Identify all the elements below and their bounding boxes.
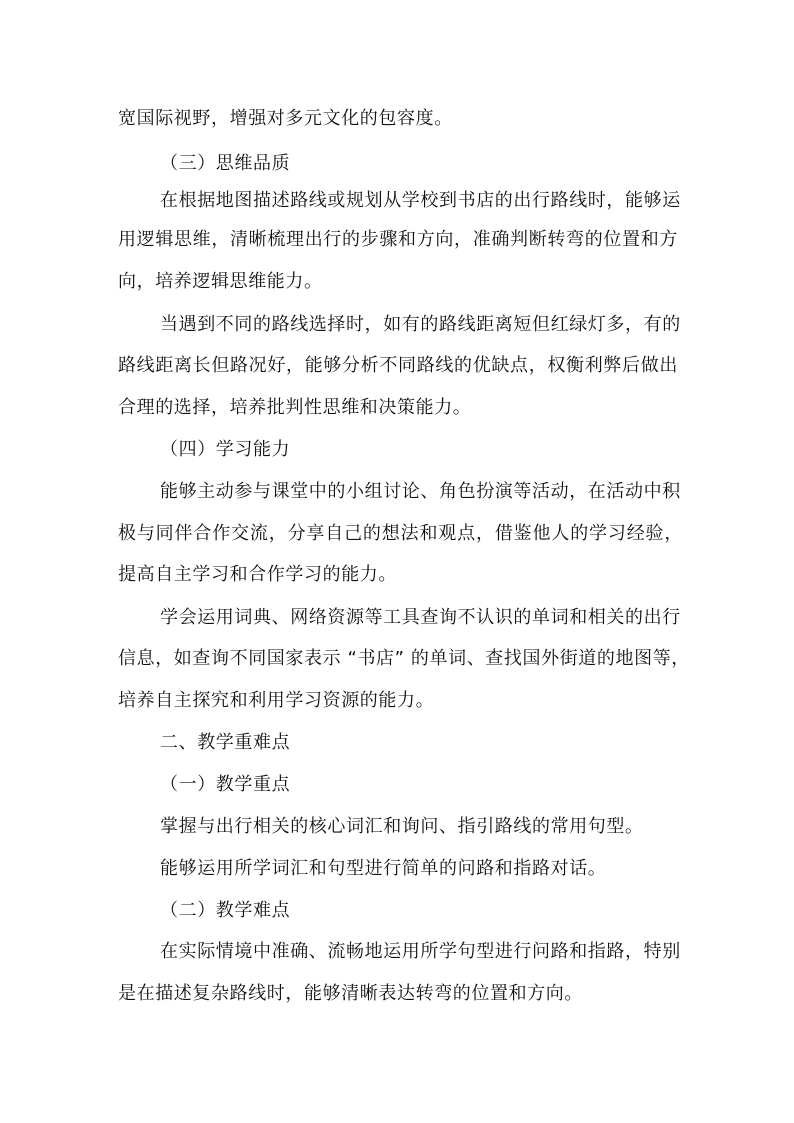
section-heading-key-difficulties: 二、教学重难点 <box>160 732 291 753</box>
section-heading-teaching-difficulty: （二）教学难点 <box>160 900 291 921</box>
paragraph-line: 培养自主探究和利用学习资源的能力。 <box>118 690 435 711</box>
section-heading-teaching-focus: （一）教学重点 <box>160 774 291 795</box>
paragraph-line: 能够运用所学词汇和句型进行简单的问路和指路对话。 <box>160 858 607 879</box>
paragraph-line: 用逻辑思维，清晰梳理出行的步骤和方向，准确判断转弯的位置和方 <box>118 229 678 250</box>
paragraph-line: 宽国际视野，增强对多元文化的包容度。 <box>118 108 453 129</box>
paragraph-line: 学会运用词典、网络资源等工具查询不认识的单词和相关的出行 <box>160 607 681 628</box>
paragraph-line: 向，培养逻辑思维能力。 <box>118 271 323 292</box>
paragraph-line: 在实际情境中准确、流畅地运用所学句型进行问路和指路，特别 <box>160 941 681 962</box>
section-heading-learning-ability: （四）学习能力 <box>160 439 291 460</box>
paragraph-line: 掌握与出行相关的核心词汇和询问、指引路线的常用句型。 <box>160 816 644 837</box>
paragraph-line: 能够主动参与课堂中的小组讨论、角色扮演等活动，在活动中积 <box>160 481 681 502</box>
paragraph-line: 极与同伴合作交流，分享自己的想法和观点，借鉴他人的学习经验， <box>118 523 683 544</box>
paragraph-line: 是在描述复杂路线时，能够清晰表达转弯的位置和方向。 <box>118 983 583 1004</box>
paragraph-line: 当遇到不同的路线选择时，如有的路线距离短但红绿灯多，有的 <box>160 314 681 335</box>
paragraph-line: 在根据地图描述路线或规划从学校到书店的出行路线时，能够运 <box>160 190 681 211</box>
section-heading-thinking-quality: （三）思维品质 <box>160 153 291 174</box>
paragraph-line: 信息，如查询不同国家表示 “书店” 的单词、查找国外街道的地图等， <box>118 648 690 669</box>
paragraph-line: 合理的选择，培养批判性思维和决策能力。 <box>118 397 472 418</box>
paragraph-line: 路线距离长但路况好，能够分析不同路线的优缺点，权衡利弊后做出 <box>118 355 678 376</box>
paragraph-line: 提高自主学习和合作学习的能力。 <box>118 564 397 585</box>
